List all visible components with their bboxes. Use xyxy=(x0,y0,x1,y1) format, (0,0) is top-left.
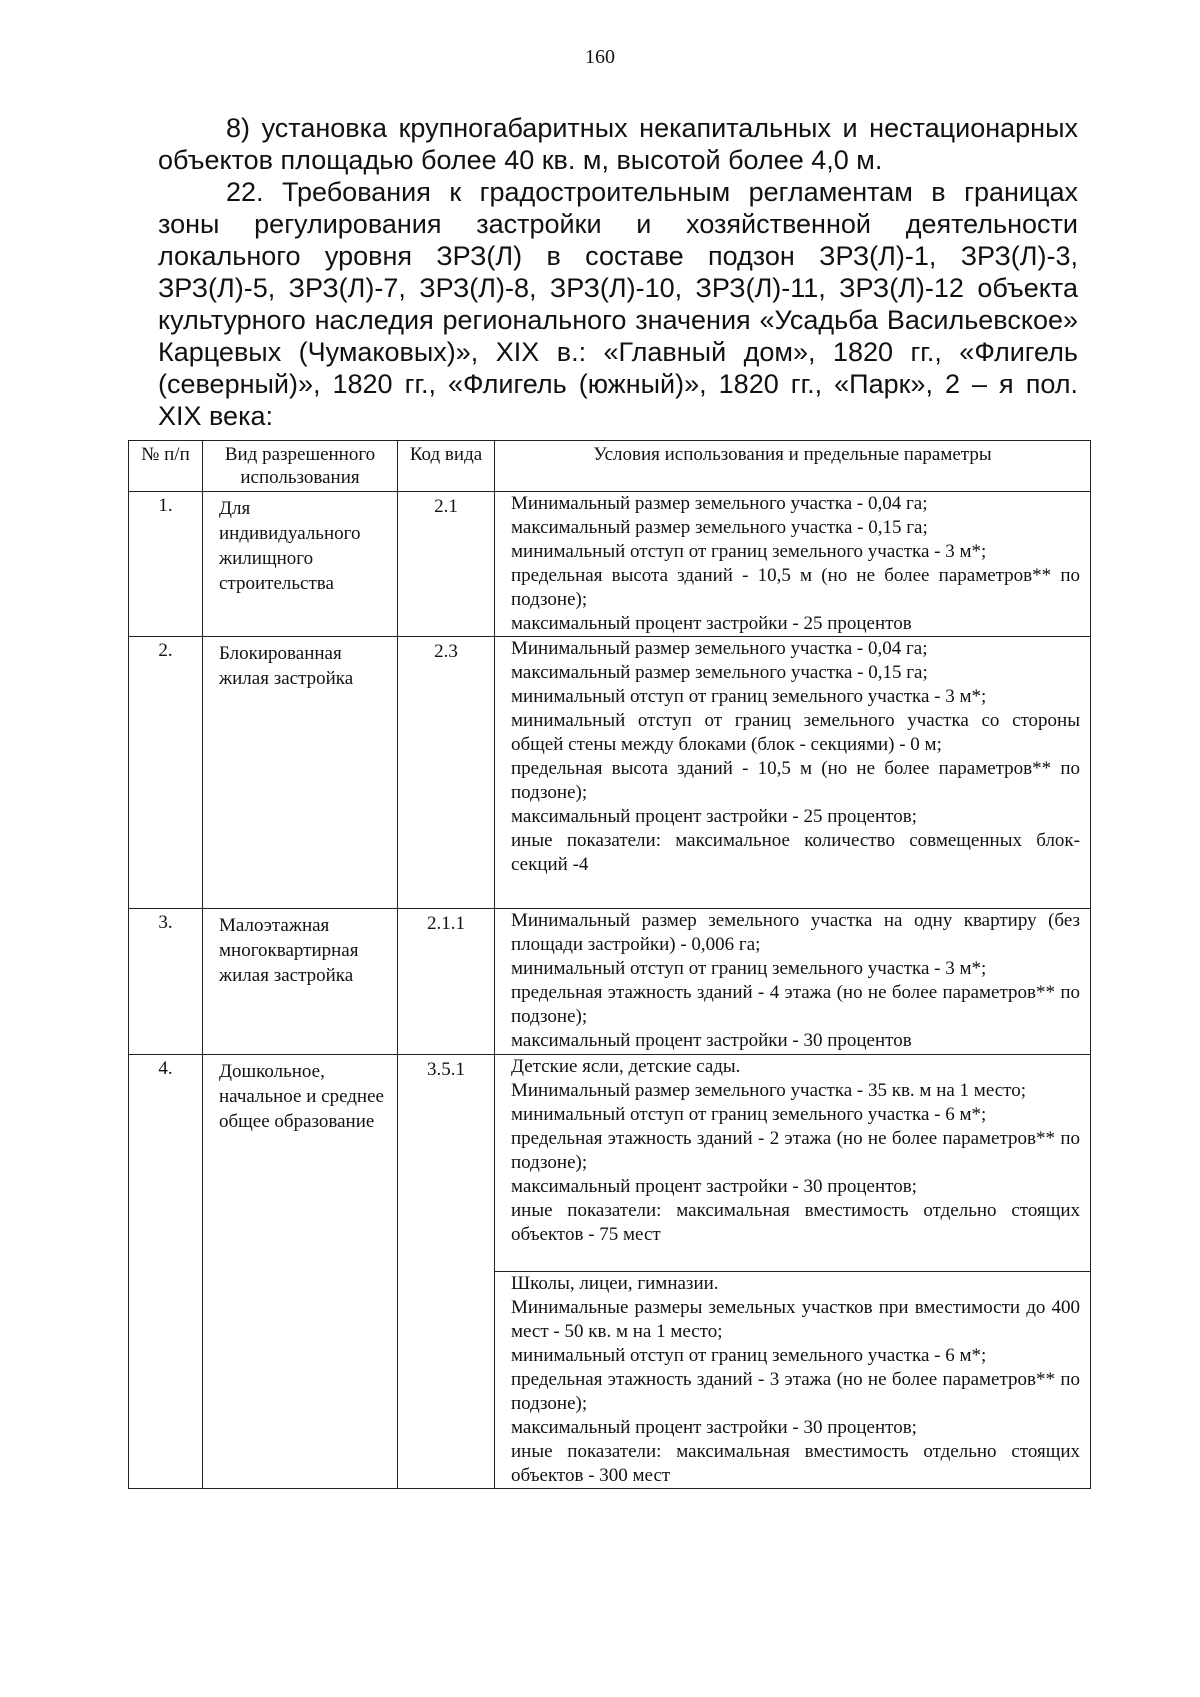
row-code: 2.1 xyxy=(398,492,495,637)
row-num: 4. xyxy=(129,1055,203,1489)
row-use: Малоэтажная многоквартирная жилая застройка xyxy=(203,909,398,1055)
condition-line: минимальный отступ от границ земельного участка - 6 м*; xyxy=(511,1345,987,1366)
row-num: 3. xyxy=(129,909,203,1055)
table-row xyxy=(129,492,1091,637)
row-conditions xyxy=(495,492,1091,637)
condition-line: иные показатели: максимальная вместимость отдельно стоящих объектов - 75 мест xyxy=(511,1200,1080,1245)
condition-line: максимальный процент застройки - 30 процентов; xyxy=(511,1417,917,1438)
table-row xyxy=(129,1055,1091,1272)
condition-line: Минимальный размер земельного участка - 35 кв. м на 1 место; xyxy=(511,1080,1026,1101)
condition-line: максимальный размер земельного участка - 0,15 га; xyxy=(511,662,928,683)
zoning-parameters-table xyxy=(128,440,1091,1489)
header-conditions: Условия использования и предельные параметры xyxy=(495,441,1091,492)
condition-line: Минимальный размер земельного участка - 0,04 га; xyxy=(511,638,928,659)
intro-paragraph-item-8: 8) установка крупногабаритных некапитальных и нестационарных объектов площадью более 40 кв. м, высотой более 4,0 м. xyxy=(158,113,1078,175)
row-conditions xyxy=(495,909,1091,1055)
condition-line: максимальный процент застройки - 30 процентов; xyxy=(511,1176,917,1197)
condition-line: минимальный отступ от границ земельного участка - 6 м*; xyxy=(511,1104,987,1125)
condition-line: максимальный процент застройки - 25 процентов; xyxy=(511,806,917,827)
condition-line: максимальный размер земельного участка - 0,15 га; xyxy=(511,517,928,538)
row-use: Для индивидуального жилищного строительства xyxy=(203,492,398,637)
condition-line: Детские ясли, детские сады. xyxy=(511,1056,741,1077)
condition-line: Школы, лицеи, гимназии. xyxy=(511,1273,719,1294)
header-num: № п/п xyxy=(129,441,203,492)
condition-line: Минимальный размер земельного участка на одну квартиру (без площади застройки) - 0,006 га; xyxy=(511,910,1080,955)
row-use: Блокированная жилая застройка xyxy=(203,637,398,909)
condition-line: максимальный процент застройки - 30 процентов xyxy=(511,1030,912,1051)
condition-line: предельная высота зданий - 10,5 м (но не более параметров** по подзоне); xyxy=(511,758,1080,803)
condition-line: предельная этажность зданий - 2 этажа (но не более параметров** по подзоне); xyxy=(511,1128,1080,1173)
header-use: Вид разрешенного использования xyxy=(203,441,398,492)
table-row xyxy=(129,909,1091,1055)
condition-line: предельная этажность зданий - 3 этажа (но не более параметров** по подзоне); xyxy=(511,1369,1080,1414)
row-code: 2.1.1 xyxy=(398,909,495,1055)
condition-line: максимальный процент застройки - 25 процентов xyxy=(511,613,912,634)
row-conditions xyxy=(495,637,1091,909)
header-code: Код вида xyxy=(398,441,495,492)
row-code: 3.5.1 xyxy=(398,1055,495,1489)
row-num: 2. xyxy=(129,637,203,909)
row-num: 1. xyxy=(129,492,203,637)
condition-line: иные показатели: максимальное количество совмещенных блок-секций -4 xyxy=(511,830,1080,875)
condition-line: Минимальный размер земельного участка - 0,04 га; xyxy=(511,493,928,514)
condition-line: Минимальные размеры земельных участков при вместимости до 400 мест - 50 кв. м на 1 место; xyxy=(511,1297,1080,1342)
condition-line: предельная этажность зданий - 4 этажа (но не более параметров** по подзоне); xyxy=(511,982,1080,1027)
condition-line: минимальный отступ от границ земельного участка - 3 м*; xyxy=(511,686,987,707)
page-number: 160 xyxy=(585,46,615,68)
condition-line: минимальный отступ от границ земельного участка со стороны общей стены между блоками (блок - секциями) - 0 м; xyxy=(511,710,1080,755)
row-conditions-kindergartens xyxy=(495,1055,1091,1272)
intro-paragraph-clause-22: 22. Требования к градостроительным регламентам в границах зоны регулирования застройки и хозяйственной деятельности локального уровня ЗРЗ(Л) в составе подзон ЗРЗ(Л)-1, ЗРЗ(Л)-3, ЗРЗ(Л)-5, ЗРЗ(Л)-7, ЗРЗ(Л)-8, ЗРЗ(Л)-10, ЗРЗ(Л)-11, ЗРЗ(Л)-12 объекта культурного наследия регионального значения «Усадьба Васильевское» Карцевых (Чумаковых)», XIX в.: «Главный дом», 1820 гг., «Флигель (северный)», 1820 гг., «Флигель (южный)», 1820 гг., «Парк», 2 – я пол. XIX века: xyxy=(158,177,1078,431)
condition-line: минимальный отступ от границ земельного участка - 3 м*; xyxy=(511,541,987,562)
table-row xyxy=(129,637,1091,909)
intro-text xyxy=(158,112,1078,432)
row-conditions-schools xyxy=(495,1272,1091,1489)
row-code: 2.3 xyxy=(398,637,495,909)
row-use: Дошкольное, начальное и среднее общее образование xyxy=(203,1055,398,1489)
condition-line: иные показатели: максимальная вместимость отдельно стоящих объектов - 300 мест xyxy=(511,1441,1080,1486)
table-header-row xyxy=(129,441,1091,492)
condition-line: предельная высота зданий - 10,5 м (но не более параметров** по подзоне); xyxy=(511,565,1080,610)
condition-line: минимальный отступ от границ земельного участка - 3 м*; xyxy=(511,958,987,979)
